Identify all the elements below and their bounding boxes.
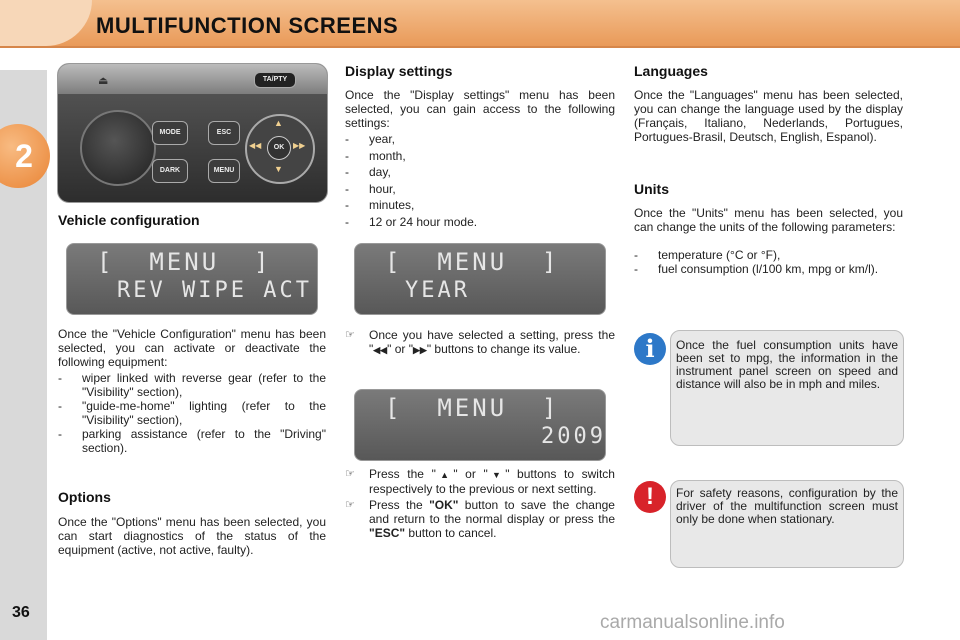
step-text: button to save the change and return to the normal display or press the xyxy=(369,498,615,526)
forward-icon: ▶▶ xyxy=(412,345,427,355)
menu-button: MENU xyxy=(208,159,240,183)
step-text: " or " xyxy=(387,342,413,356)
list-item xyxy=(345,164,615,181)
list-item-text: hour, xyxy=(369,181,396,196)
step-text: button to cancel. xyxy=(405,526,497,540)
step-text: " buttons to switch respectively to the previous or next setting. xyxy=(369,467,615,496)
list-item-text: parking assistance (refer to the "Driving" section). xyxy=(82,427,326,455)
ok-button: OK xyxy=(267,136,291,160)
list-item xyxy=(345,467,615,496)
vehicle-config-list xyxy=(58,371,326,455)
dash-marker: - xyxy=(634,262,638,276)
options-text: Once the "Options" menu has been selected, you can start diagnostics of the status of the equipment (active, not active, faulty). xyxy=(58,515,326,557)
up-arrow-icon: ▲ xyxy=(435,470,454,480)
step-text: Once you have selected a setting, press the " xyxy=(369,328,615,356)
lcd-line-2: 2009 xyxy=(541,424,606,449)
dash-marker: - xyxy=(634,248,638,262)
list-item-text: minutes, xyxy=(369,198,415,212)
dash-marker: - xyxy=(58,399,62,413)
list-item-text: year, xyxy=(369,132,396,146)
lcd-line-2: REV WIPE ACT xyxy=(117,278,312,303)
step-text: " buttons to change its value. xyxy=(426,342,581,356)
list-item xyxy=(345,498,615,540)
up-arrow-icon: ▲ xyxy=(274,118,283,128)
list-item-text: 12 or 24 hour mode. xyxy=(369,214,478,229)
options-heading: Options xyxy=(58,489,111,505)
dash-marker: - xyxy=(345,132,349,146)
page-title: MULTIFUNCTION SCREENS xyxy=(96,13,399,38)
ok-label: "OK" xyxy=(429,498,459,512)
list-item-text: "guide-me-home" lighting (refer to the "Visibility" section), xyxy=(82,399,326,427)
list-item-text: fuel consumption (l/100 km, mpg or km/l). xyxy=(658,262,879,276)
dash-marker: - xyxy=(345,214,349,229)
rewind-icon: ◀◀ xyxy=(373,345,388,355)
display-settings-heading: Display settings xyxy=(345,63,453,79)
info-icon: i xyxy=(634,333,666,365)
dash-marker: - xyxy=(58,371,62,385)
list-item xyxy=(345,197,615,214)
list-item-text: day, xyxy=(369,165,391,179)
dash-marker: - xyxy=(58,427,62,441)
list-item xyxy=(345,148,615,165)
dash-marker: - xyxy=(345,148,349,163)
volume-knob xyxy=(80,110,156,186)
list-item xyxy=(58,371,326,399)
list-item xyxy=(634,248,903,262)
list-item xyxy=(58,399,326,427)
list-item xyxy=(345,214,615,231)
control-panel-image xyxy=(57,63,328,203)
lcd-line-1: [ MENU ] xyxy=(385,248,560,276)
lcd-line-1: [ MENU ] xyxy=(385,394,560,422)
step-text: Press the " xyxy=(369,467,436,481)
warning-icon: ! xyxy=(634,481,666,513)
forward-icon: ▶▶ xyxy=(293,141,306,150)
dash-marker: - xyxy=(345,198,349,212)
languages-heading: Languages xyxy=(634,63,708,79)
display-settings-intro: Once the "Display settings" menu has been selected, you can gain access to the following settings: xyxy=(345,88,615,130)
list-item xyxy=(58,427,326,455)
list-item xyxy=(345,181,615,198)
vehicle-config-heading: Vehicle configuration xyxy=(58,212,200,228)
step-text: Press the xyxy=(369,498,430,512)
lcd-line-1: [ MENU ] xyxy=(97,248,272,276)
languages-text: Once the "Languages" menu has been selected, you can change the language used by the display (Français, Italiano, Nederlands, Portugues, Portugues-Brasil, Deutsch, English, Espanol). xyxy=(634,88,903,144)
lcd-line-2: YEAR xyxy=(405,278,470,303)
info-note-text: Once the fuel consumption units have been set to mpg, the information in the instrument panel screen on speed and distance will also be in mph and miles. xyxy=(676,338,898,391)
dash-marker: - xyxy=(345,181,349,196)
lcd-screen-2009 xyxy=(354,389,606,461)
eject-icon: ⏏ xyxy=(98,75,109,87)
rewind-icon: ◀◀ xyxy=(249,141,262,150)
pointing-hand-icon: ☞ xyxy=(345,499,355,511)
chapter-badge: 2 xyxy=(0,124,50,188)
display-steps-2-3 xyxy=(345,467,615,540)
lcd-screen-vehicle xyxy=(66,243,318,315)
ta-pty-button: TA/PTY xyxy=(254,72,296,88)
pointing-hand-icon: ☞ xyxy=(345,468,355,480)
dash-marker: - xyxy=(345,165,349,179)
units-list xyxy=(634,248,903,276)
pointing-hand-icon: ☞ xyxy=(345,329,355,341)
list-item-text: month, xyxy=(369,148,406,163)
down-arrow-icon: ▼ xyxy=(487,470,506,480)
list-item-text: temperature (°C or °F), xyxy=(658,248,781,262)
page-number: 36 xyxy=(12,604,30,621)
dark-button: DARK xyxy=(152,159,188,183)
mode-button: MODE xyxy=(152,121,188,145)
units-intro: Once the "Units" menu has been selected, you can change the units of the following parameters: xyxy=(634,206,903,234)
vehicle-config-intro: Once the "Vehicle Configuration" menu has been selected, you can activate or deactivate the following equipment: xyxy=(58,327,326,369)
down-arrow-icon: ▼ xyxy=(274,164,283,174)
list-item xyxy=(345,131,615,148)
watermark: carmanualsonline.info xyxy=(600,612,785,633)
step-text: " or " xyxy=(453,467,488,481)
list-item xyxy=(634,262,903,276)
list-item xyxy=(345,328,615,357)
lcd-screen-year xyxy=(354,243,606,315)
display-settings-list xyxy=(345,131,615,230)
warning-note-text: For safety reasons, configuration by the driver of the multifunction screen must only be done when stationary. xyxy=(676,486,898,526)
list-item-text: wiper linked with reverse gear (refer to the "Visibility" section), xyxy=(82,371,326,399)
display-step-1 xyxy=(345,328,615,357)
esc-button: ESC xyxy=(208,121,240,145)
esc-label: "ESC" xyxy=(369,526,406,540)
units-heading: Units xyxy=(634,181,669,197)
